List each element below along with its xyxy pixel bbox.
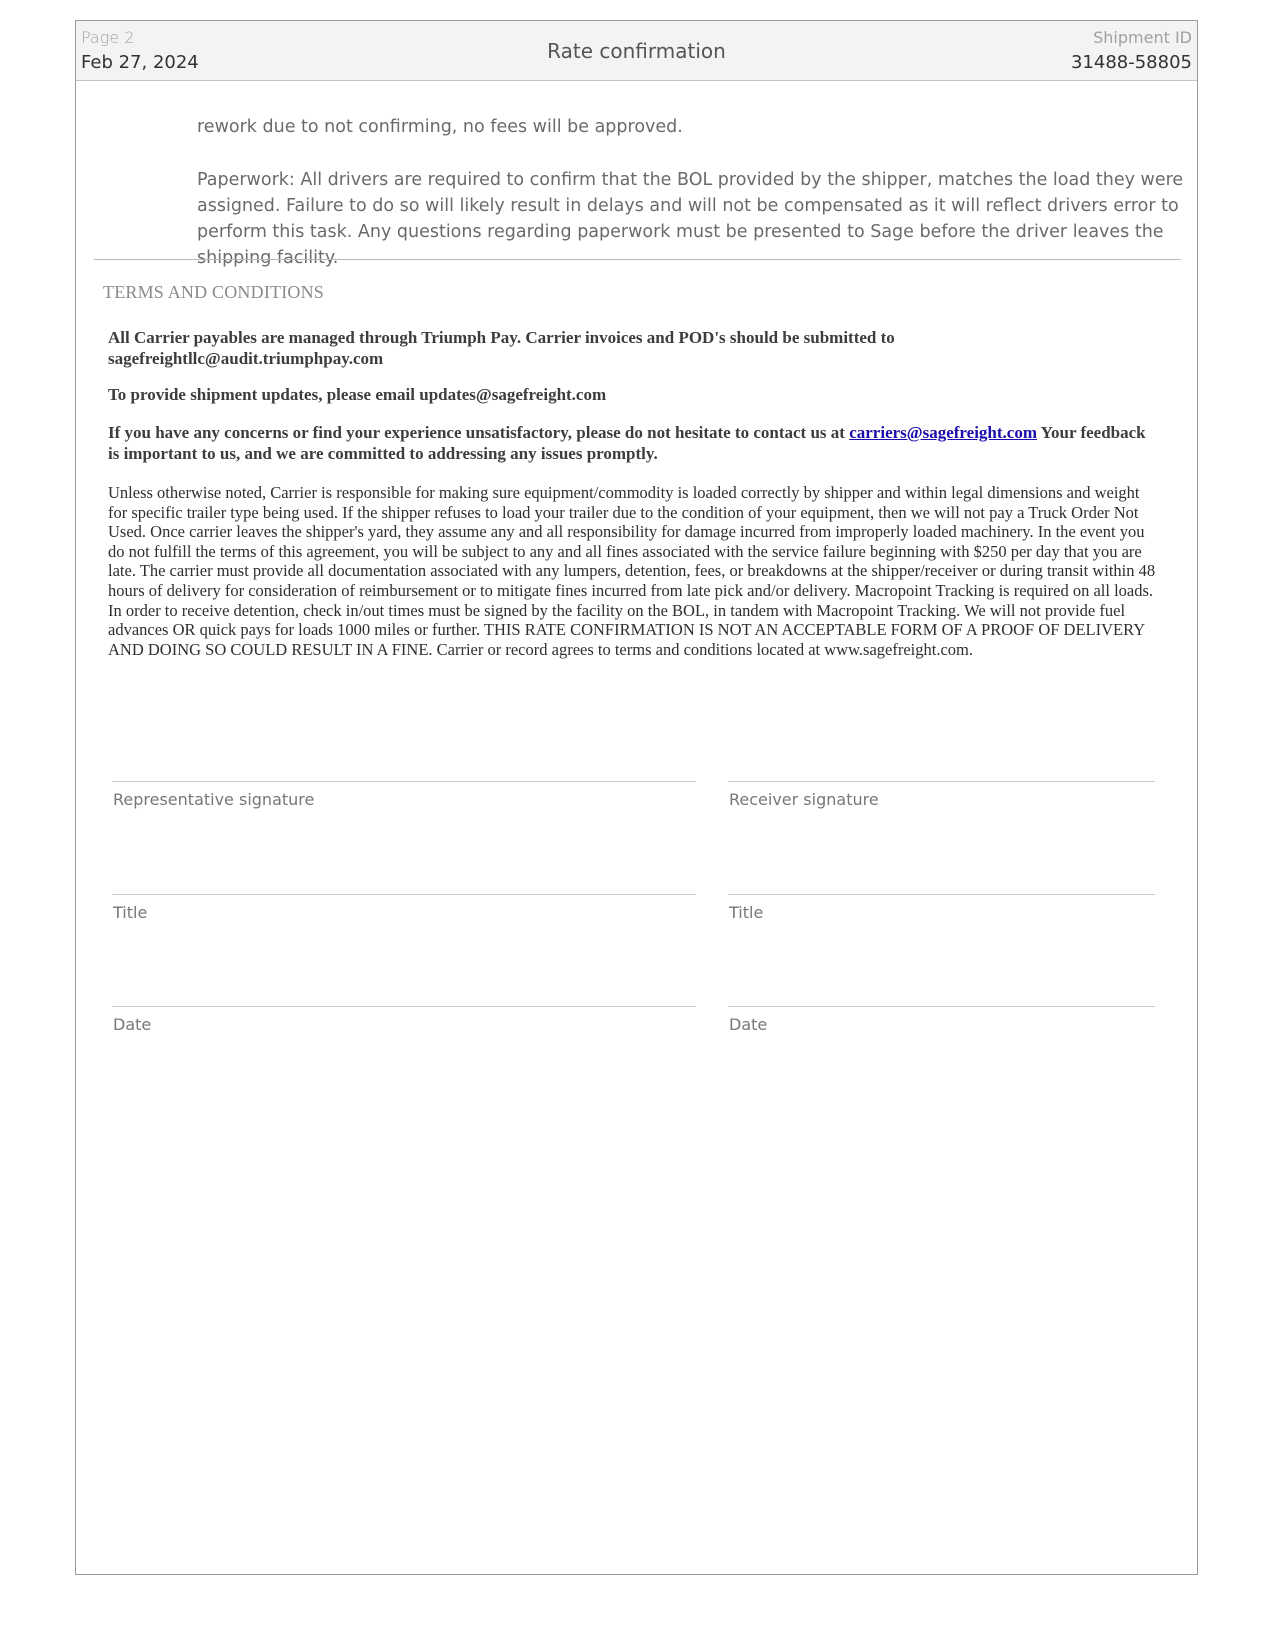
receiver-date-label: Date bbox=[729, 1015, 768, 1034]
document-title: Rate confirmation bbox=[547, 39, 726, 63]
carriers-email-link[interactable]: carriers@sagefreight.com bbox=[849, 423, 1037, 442]
receiver-signature-label: Receiver signature bbox=[729, 790, 879, 809]
page-number: Page 2 bbox=[81, 28, 135, 47]
updates-paragraph: To provide shipment updates, please email updates@sagefreight.com bbox=[108, 385, 607, 404]
rep-signature-label: Representative signature bbox=[113, 790, 315, 809]
receiver-date-line bbox=[728, 1006, 1155, 1007]
paperwork-paragraph: Paperwork: All drivers are required to confirm that the BOL provided by the shipper, matches the load they were assigned. Failure to do so will likely result in delays and will not be compensated as it will reflect drivers error to perform this task. Any questions regarding paperwork must be presented to Sage before the driver leaves the shipping facility. bbox=[197, 170, 1184, 268]
contact-text: If you have any concerns or find your experience unsatisfactory, please do not hesitate to contact us at bbox=[108, 423, 850, 442]
payables-paragraph: All Carrier payables are managed through Triumph Pay. Carrier invoices and POD's should be submitted to sagefreightllc@audit.triumphpay.com bbox=[108, 328, 895, 368]
continued-text: rework due to not confirming, no fees will be approved. bbox=[197, 117, 683, 137]
rep-signature-line bbox=[112, 781, 696, 782]
contact-paragraph bbox=[108, 422, 1158, 464]
rep-title-line bbox=[112, 894, 696, 895]
receiver-title-label: Title bbox=[729, 903, 764, 922]
rep-date-line bbox=[112, 1006, 696, 1007]
shipment-id: 31488-58805 bbox=[1070, 52, 1192, 73]
page-header bbox=[76, 21, 1197, 81]
shipment-id-label: Shipment ID bbox=[1093, 28, 1192, 47]
receiver-title-line bbox=[728, 894, 1155, 895]
rep-date-label: Date bbox=[113, 1015, 152, 1034]
terms-heading: TERMS AND CONDITIONS bbox=[103, 282, 325, 302]
document-page bbox=[75, 20, 1198, 1575]
receiver-signature-line bbox=[728, 781, 1155, 782]
terms-body-paragraph: Unless otherwise noted, Carrier is responsible for making sure equipment/commodity is loaded correctly by shipper and within legal dimensions and weight for specific trailer type being used. If the shipper refuses to load your trailer due to the condition of your equipment, then we will not pay a Truck Order Not Used. Once carrier leaves the shipper's yard, they assume any and all responsibility for damage incurred from improperly loaded machinery. In the event you do not fulfill the terms of this agreement, you will be subject to any and all fines associated with the service failure beginning with $250 per day that you are late. The carrier must provide all documentation associated with any lumpers, detention, fees, or breakdowns at the shipper/receiver or during transit within 48 hours of delivery for consideration of reimbursement or to mitigate fines incurred from late pick and/or delivery. Macropoint Tracking is required on all loads. In order to receive detention, check in/out times must be signed by the facility on the BOL, in tandem with Macropoint Tracking. We will not provide fuel advances OR quick pays for loads 1000 miles or further. THIS RATE CONFIRMATION IS NOT AN ACCEPTABLE FORM OF A PROOF OF DELIVERY AND DOING SO COULD RESULT IN A FINE. Carrier or record agrees to terms and conditions located at www.sagefreight.com. bbox=[108, 483, 1156, 659]
document-date: Feb 27, 2024 bbox=[81, 52, 199, 73]
rep-title-label: Title bbox=[113, 903, 148, 922]
contact-text-after: Your feedback is important to us, and we are committed to addressing any issues promptly. bbox=[108, 423, 1146, 463]
section-divider bbox=[94, 259, 1181, 260]
